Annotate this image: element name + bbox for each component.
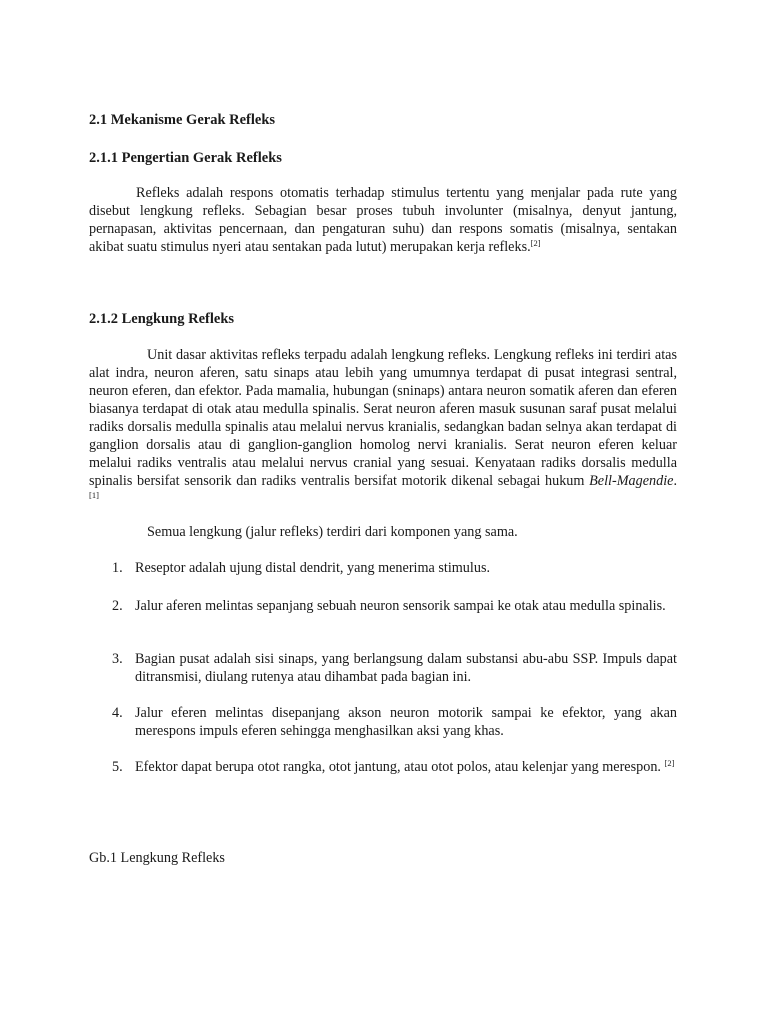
reference-mark: [2] xyxy=(664,758,675,768)
list-item-number: 1. xyxy=(112,560,123,576)
list-item-number: 5. xyxy=(112,759,123,775)
reference-mark: [1] xyxy=(89,490,99,500)
section-heading: 2.1 Mekanisme Gerak Refleks xyxy=(89,112,276,128)
paragraph-pengertian xyxy=(89,184,677,256)
list-intro: Semua lengkung (jalur refleks) terdiri dari komponen yang sama. xyxy=(147,524,518,540)
list-item-number: 2. xyxy=(112,598,123,614)
list-item-text: Bagian pusat adalah sisi sinaps, yang berlangsung dalam substansi abu-abu SSP. Impuls dapat ditransmisi, diulang rutenya atau dihambat pada bagian ini. xyxy=(135,651,677,685)
list-item-number: 4. xyxy=(112,705,123,721)
paragraph-pengertian-text: Refleks adalah respons otomatis terhadap stimulus tertentu yang menjalar pada rute yang disebut lengkung refleks. Sebagian besar proses tubuh involunter (misalnya, denyut jantung, pernapasan, aktivitas pencernaan, dan pengaturan suhu) dan respons somatis (misalnya, sentakan akibat suatu stimulus nyeri atau sentakan pada lutut) merupakan kerja refleks. xyxy=(89,185,677,255)
list-item-text xyxy=(135,758,677,776)
list-item-number: 3. xyxy=(112,651,123,667)
reference-mark: [2] xyxy=(530,238,541,248)
list-item-text: Reseptor adalah ujung distal dendrit, yang menerima stimulus. xyxy=(135,560,491,576)
paragraph-lengkung xyxy=(89,346,677,508)
paragraph-lengkung-text: Unit dasar aktivitas refleks terpadu adalah lengkung refleks. Lengkung refleks ini terdiri atas alat indra, neuron aferen, satu sinaps atau lebih yang umumnya terdapat di pusat integrasi sentral, neuron eferen, dan efektor. Pada mamalia, hubungan (sninaps) antara neuron somatik aferen dan eferen biasanya terdapat di otak atau medulla spinalis. Serat neuron aferen masuk susunan saraf pusat melalui radiks dorsalis medulla spinalis atau melalui nervus kranialis, sedangkan badan selnya akan terdapat di ganglion dorsalis atau di ganglion-ganglion homolog nervi kranialis. Serat neuron eferen keluar melalui radiks ventralis atau melalui nervus cranial yang sesuai. Kenyataan radiks dorsalis medulla spinalis bersifat sensorik dan radiks ventralis bersifat motorik dikenal sebagai hukum xyxy=(89,347,677,489)
law-name: Bell-Magendie xyxy=(589,473,674,489)
list-item-text: Jalur aferen melintas sepanjang sebuah neuron sensorik sampai ke otak atau medulla spinalis. xyxy=(135,598,666,614)
law-period: . xyxy=(673,473,677,489)
subsection-heading-pengertian: 2.1.1 Pengertian Gerak Refleks xyxy=(89,150,282,166)
list-item-text: Jalur eferen melintas disepanjang akson neuron motorik sampai ke efektor, yang akan merespons impuls eferen sehingga menghasilkan aksi yang khas. xyxy=(135,705,677,739)
subsection-heading-lengkung: 2.1.2 Lengkung Refleks xyxy=(89,311,235,327)
figure-caption: Gb.1 Lengkung Refleks xyxy=(89,850,225,866)
list-item-text-body: Efektor dapat berupa otot rangka, otot jantung, atau otot polos, atau kelenjar yang merespon. xyxy=(135,759,661,775)
